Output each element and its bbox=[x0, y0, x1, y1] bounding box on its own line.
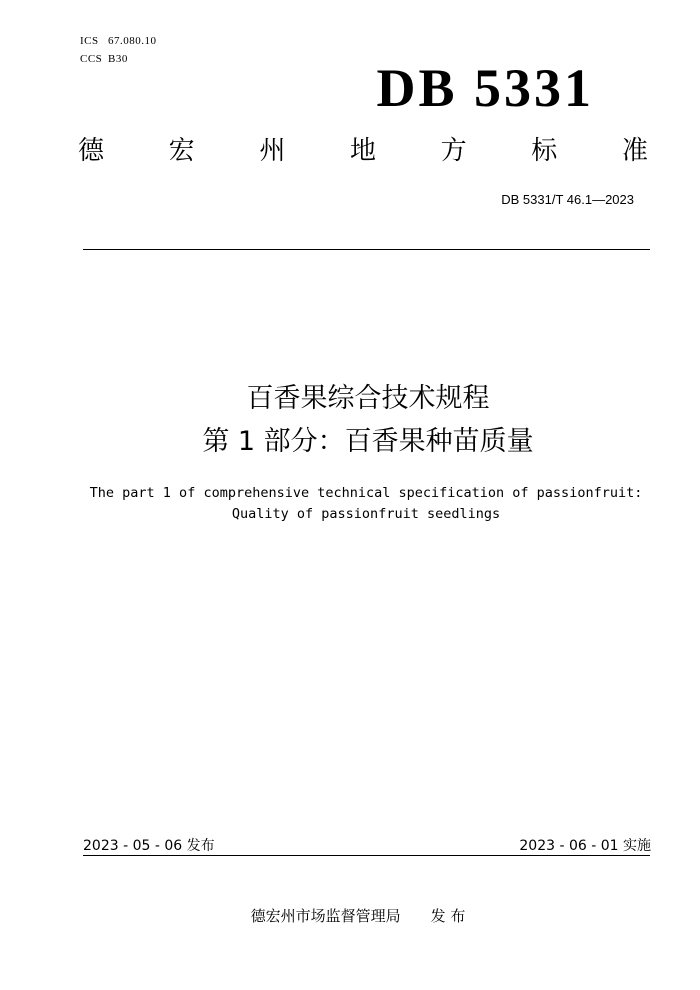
standard-title-char: 标 bbox=[531, 136, 558, 166]
standard-title-char: 准 bbox=[621, 136, 648, 166]
issue-date: 2023 - 05 - 06 发布 bbox=[83, 838, 215, 854]
top-divider bbox=[83, 249, 650, 250]
ccs-code: B30 bbox=[108, 53, 128, 65]
ics-label: ICS bbox=[80, 35, 99, 47]
standard-title-char: 宏 bbox=[168, 136, 195, 166]
document-subtitle-en: Quality of passionfruit seedlings bbox=[231, 506, 501, 522]
implementation-date: 2023 - 06 - 01 实施 bbox=[519, 838, 651, 854]
document-subtitle-cn: 第 1 部分：百香果种苗质量 bbox=[202, 426, 534, 457]
db-code-logo: DB 5331 bbox=[376, 58, 594, 118]
standard-title-char: 德 bbox=[78, 136, 105, 166]
publisher-action: 发 布 bbox=[430, 907, 466, 925]
standard-number: DB 5331/T 46.1—2023 bbox=[501, 192, 634, 207]
ics-code: 67.080.10 bbox=[108, 35, 157, 47]
document-title-en: The part 1 of comprehensive technical specification of passionfruit: bbox=[89, 485, 643, 501]
publisher-name: 德宏州市场监督管理局 bbox=[250, 907, 401, 925]
standard-title-char: 州 bbox=[259, 136, 286, 166]
publisher-line bbox=[0, 905, 700, 926]
standard-type-title bbox=[78, 134, 648, 168]
bottom-divider bbox=[83, 855, 650, 856]
standard-title-char: 方 bbox=[440, 136, 467, 166]
document-title-cn: 百香果综合技术规程 bbox=[246, 383, 490, 414]
ccs-label: CCS bbox=[80, 53, 103, 65]
ics-line bbox=[80, 35, 157, 47]
standard-title-char: 地 bbox=[349, 136, 376, 166]
